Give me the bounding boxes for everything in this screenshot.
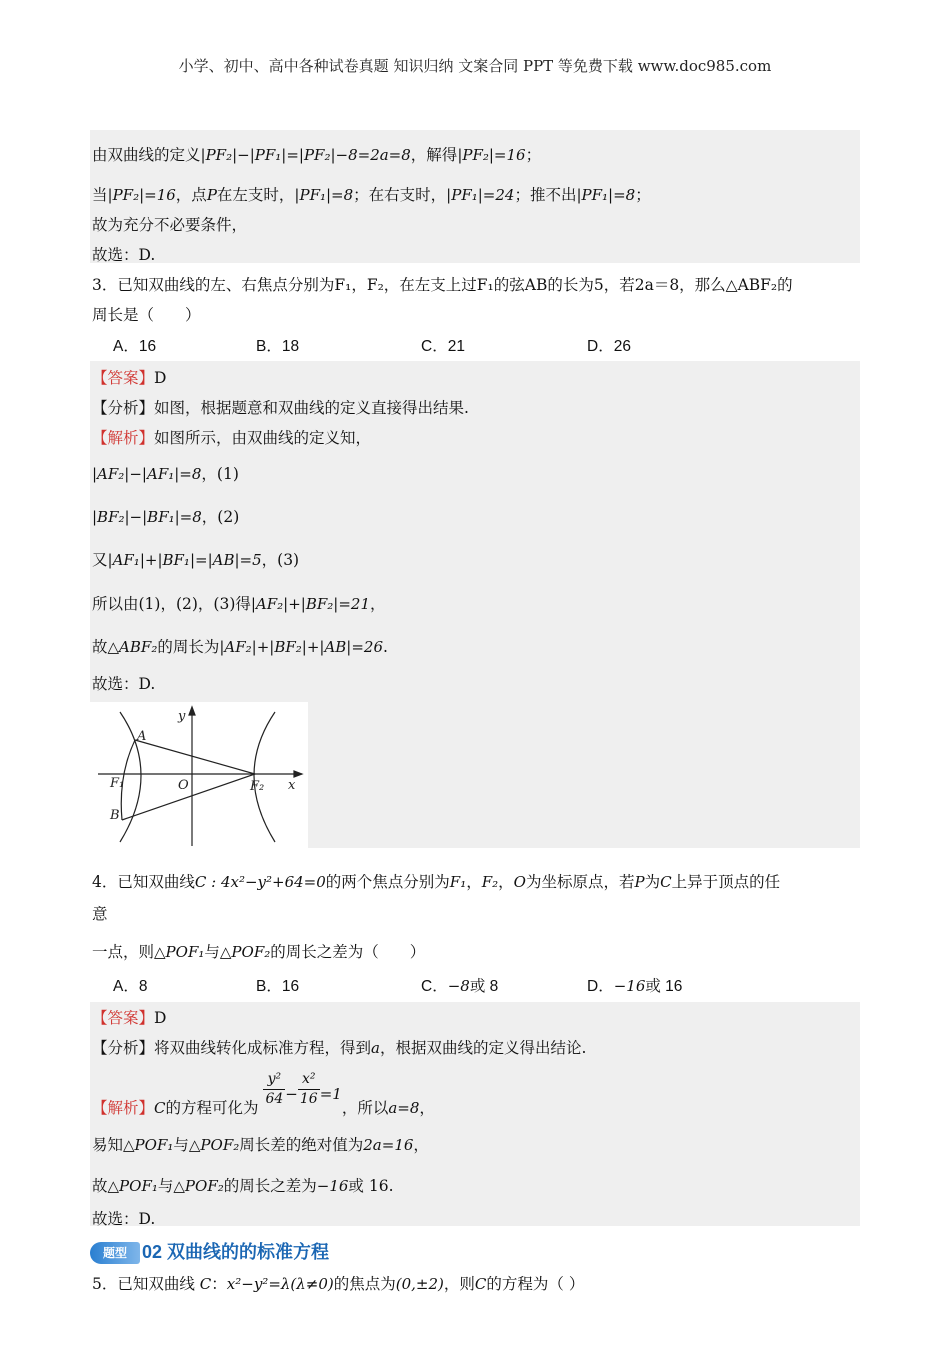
label-y: y — [178, 709, 186, 724]
q3-eq-1: |AF₂|−|AF₁|=8，(1) — [92, 465, 239, 483]
q3-stem-2: 周长是（ ） — [92, 306, 201, 324]
q3-eq-2: |BF₂|−|BF₁|=8，(2) — [92, 508, 240, 526]
hyperbola-diagram — [90, 702, 308, 848]
hyperbola-figure — [90, 702, 308, 848]
label-O: O — [178, 778, 189, 793]
fraction-y2-64: $\frac{\text{y²}}{64}$ — [265, 1071, 284, 1107]
q4-option-a: A．8 — [113, 978, 148, 995]
q3-option-d: D．26 — [587, 338, 631, 355]
q3-option-b: B．18 — [256, 338, 300, 355]
q3-answer: 【答案】D — [92, 369, 167, 387]
q4-solution: 【解析】C的方程可化为 $\frac{\text{y²}}{64}-\frac{\text{x²}}{16}=1$，所以a=8， — [92, 1071, 435, 1117]
q3-option-c: C．21 — [421, 338, 465, 355]
q2-line-3: 故为充分不必要条件， — [92, 216, 248, 234]
q3-solution: 【解析】如图所示，由双曲线的定义知， — [92, 429, 372, 447]
q3-stem-1: 3．已知双曲线的左、右焦点分别为F₁，F₂，在左支上过F₁的弦AB的长为5，若2a＝8，那么△ABF₂的 — [92, 276, 793, 294]
q4-option-d: D．−16或 16 — [587, 977, 683, 995]
q2-line-1: 由双曲线的定义|PF₂|−|PF₁|=|PF₂|−8=2a=8，解得|PF₂|=16； — [92, 146, 542, 164]
q3-choose: 故选：D. — [92, 675, 156, 693]
y-axis-arrow-icon — [189, 707, 195, 715]
q2-line-2: 当|PF₂|=16，点P在左支时，|PF₁|=8；在右支时，|PF₁|=24；推不出|PF₁|=8； — [92, 186, 651, 204]
q4-option-c: C．−8或 8 — [421, 977, 499, 995]
section-heading — [90, 1238, 329, 1264]
q4-eq-2: 故△POF₁与△POF₂的周长之差为−16或 16. — [92, 1177, 394, 1195]
label-F1: F₁ — [110, 776, 125, 791]
q5-stem: 5．已知双曲线 C：x²−y²=λ(λ≠0)的焦点为(0,±2)，则C的方程为（ ） — [92, 1275, 585, 1293]
x-axis-arrow-icon — [294, 771, 302, 777]
section-title: 02 双曲线的的标准方程 — [142, 1242, 330, 1262]
segment-AF2 — [135, 740, 255, 774]
q3-eq-4: 所以由(1)，(2)，(3)得|AF₂|+|BF₂|=21， — [92, 595, 386, 613]
q3-eq-3: 又|AF₁|+|BF₁|=|AB|=5，(3) — [92, 551, 300, 569]
q4-analysis: 【分析】将双曲线转化成标准方程，得到a，根据双曲线的定义得出结论. — [92, 1039, 587, 1057]
label-F2: F₂ — [250, 779, 265, 794]
topic-badge: 题型 — [90, 1242, 140, 1264]
label-B: B — [110, 808, 120, 823]
right-branch — [254, 712, 275, 842]
q3-option-a: A．16 — [113, 338, 157, 355]
q4-stem-1: 4．已知双曲线C : 4x²−y²+64=0的两个焦点分别为F₁，F₂，O为坐标原点，若P为C上异于顶点的任 — [92, 873, 781, 891]
label-x: x — [288, 778, 296, 793]
q4-answer: 【答案】D — [92, 1009, 167, 1027]
q4-option-b: B．16 — [256, 978, 300, 995]
q2-choose: 故选：D. — [92, 246, 156, 264]
fraction-x2-16: $\frac{\text{x²}}{16}$ — [299, 1071, 318, 1107]
label-A: A — [137, 729, 147, 744]
q3-eq-5: 故△ABF₂的周长为|AF₂|+|BF₂|+|AB|=26. — [92, 638, 388, 656]
q4-choose: 故选：D. — [92, 1210, 156, 1228]
page-header: 小学、初中、高中各种试卷真题 知识归纳 文案合同 PPT 等免费下载 www.doc985.com — [178, 57, 772, 75]
q3-analysis: 【分析】如图，根据题意和双曲线的定义直接得出结果. — [92, 399, 469, 417]
q4-stem-3: 一点，则△POF₁与△POF₂的周长之差为（ ） — [92, 943, 426, 961]
q4-stem-2: 意 — [92, 905, 108, 923]
q4-eq-1: 易知△POF₁与△POF₂周长差的绝对值为2a=16， — [92, 1136, 429, 1154]
